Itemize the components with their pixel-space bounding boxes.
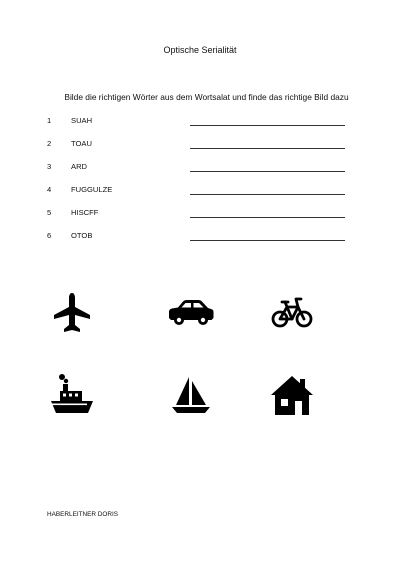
instruction-text: Bilde die richtigen Wörter aus dem Wortsalat und finde das richtige Bild dazu xyxy=(64,92,349,102)
answer-line xyxy=(190,217,345,218)
item-number: 4 xyxy=(47,185,52,194)
sailboat-icon xyxy=(170,375,212,415)
scrambled-word: FUGGULZE xyxy=(71,185,113,194)
scrambled-word: ARD xyxy=(71,162,88,171)
item-number: 1 xyxy=(47,116,52,125)
list-item xyxy=(0,185,400,199)
scrambled-word: TOAU xyxy=(71,139,92,148)
answer-line xyxy=(190,240,345,241)
answer-line xyxy=(190,194,345,195)
list-item xyxy=(0,139,400,153)
list-item xyxy=(0,162,400,176)
page-title: Optische Serialität xyxy=(163,45,237,55)
answer-line xyxy=(190,125,345,126)
answer-line xyxy=(190,171,345,172)
item-number: 5 xyxy=(47,208,52,217)
answer-line xyxy=(190,148,345,149)
scrambled-word: HISCFF xyxy=(71,208,99,217)
bicycle-icon xyxy=(271,295,313,329)
item-number: 6 xyxy=(47,231,52,240)
scrambled-word: SUAH xyxy=(71,116,93,125)
item-number: 2 xyxy=(47,139,52,148)
ship-icon xyxy=(50,372,94,416)
item-number: 3 xyxy=(47,162,52,171)
list-item xyxy=(0,116,400,130)
scrambled-word: OTOB xyxy=(71,231,93,240)
car-icon xyxy=(167,298,215,326)
house-icon xyxy=(270,374,314,416)
list-item xyxy=(0,208,400,222)
list-item xyxy=(0,231,400,245)
airplane-icon xyxy=(52,292,92,334)
author-footer: HABERLEITNER DORIS xyxy=(47,511,119,518)
